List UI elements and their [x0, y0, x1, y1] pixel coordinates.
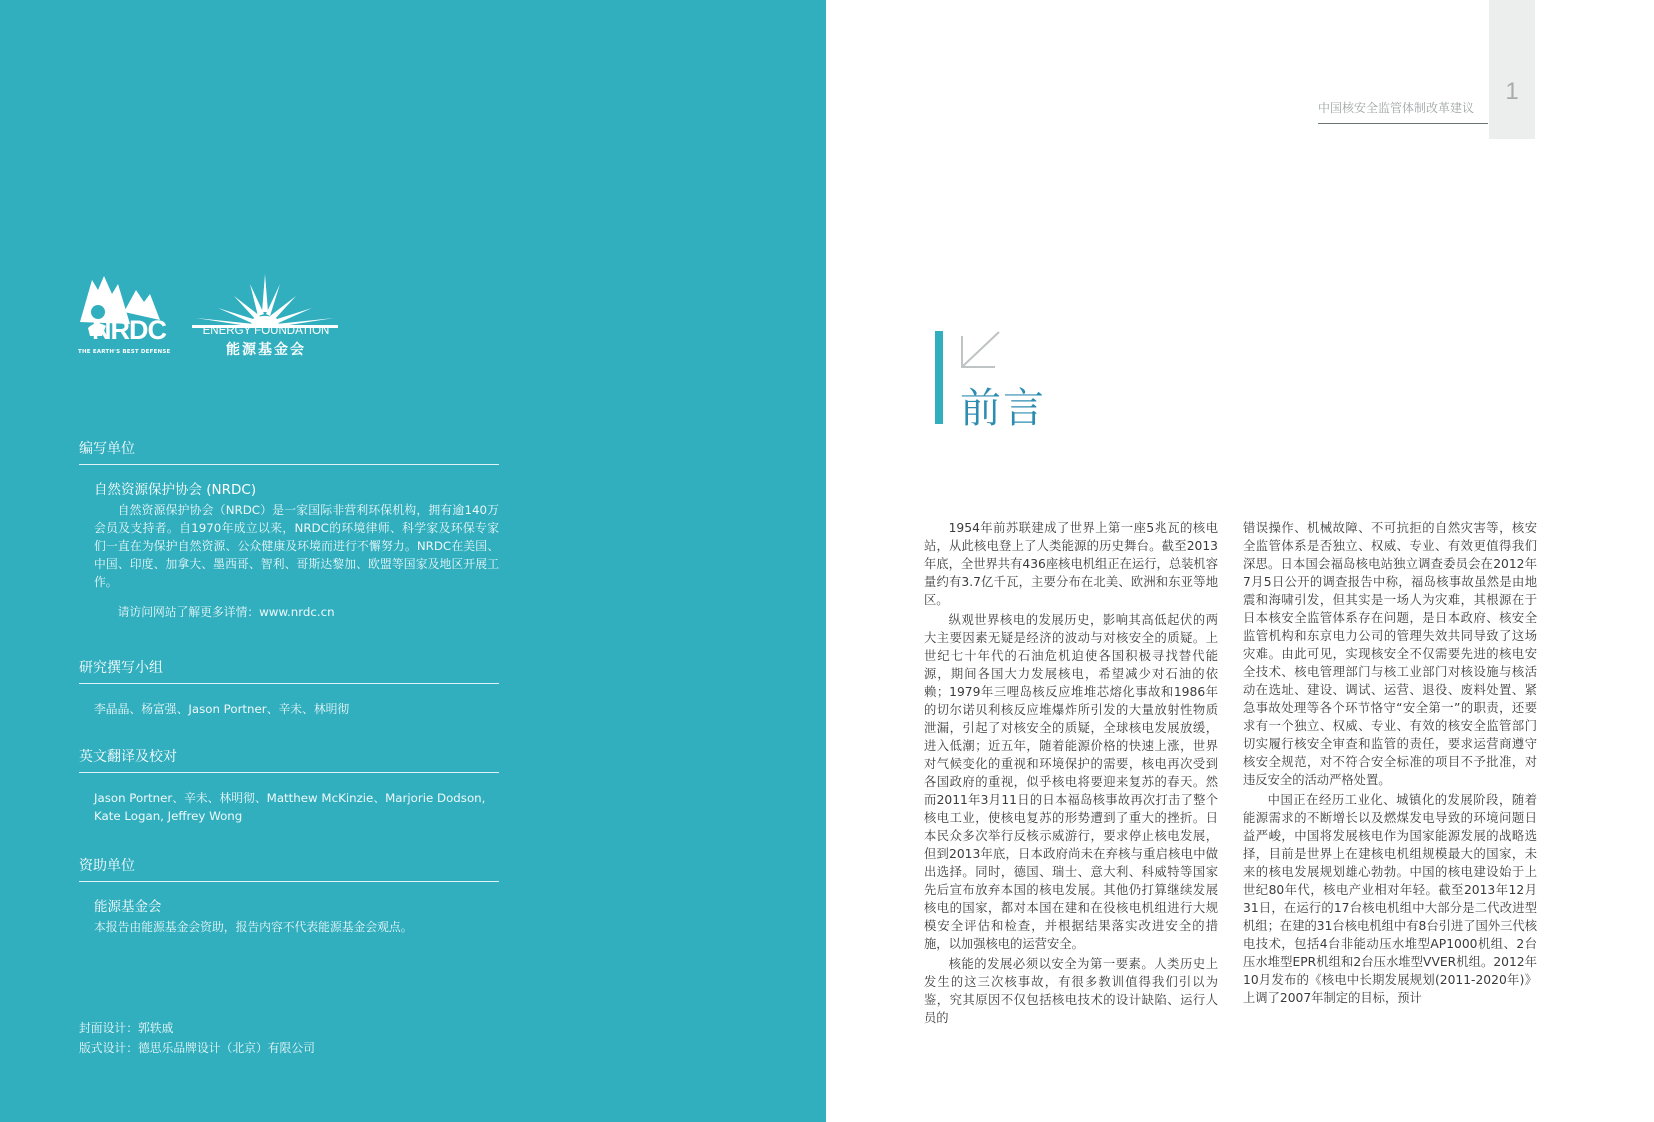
page-number: 1 — [1505, 78, 1519, 105]
energy-foundation-name-en: ENERGY FOUNDATION — [202, 325, 330, 337]
section-heading: 资助单位 — [79, 855, 499, 882]
layout-design-credit: 版式设计：德思乐品牌设计（北京）有限公司 — [79, 1041, 315, 1055]
translation-section — [79, 746, 499, 825]
funder-name: 能源基金会 — [94, 899, 162, 915]
compiler-section — [79, 438, 499, 621]
body-column-left — [924, 519, 1218, 1029]
page-title: 前言 — [960, 384, 1046, 432]
section-heading: 研究撰写小组 — [79, 657, 499, 684]
inside-cover-panel — [0, 0, 826, 1122]
nrdc-wordmark: NRDC — [92, 315, 166, 345]
section-heading: 英文翻译及校对 — [79, 746, 499, 773]
cover-design-credit: 封面设计：郭轶戚 — [79, 1021, 174, 1035]
body-paragraph: 中国正在经历工业化、城镇化的发展阶段，随着能源需求的不断增长以及燃煤发电导致的环境问题日益严峻，中国将发展核电作为国家能源发展的战略选择，目前是世界上在建核电机组规模最大的国家，未来的核电发展规划雄心勃勃。中国的核电建设始于上世纪80年代，核电产业相对年轻。截至2013年12月31日，在运行的17台核电机组中大部分是二代改进型机组；在建的31台核电机组中有8台引进了国外三代核电技术，包括4台非能动压水堆型AP1000机组、2台压水堆型EPR机组和2台压水堆型VVER机组。2012年10月发布的《核电中长期发展规划(2011-2020年)》上调了2007年制定的目标，预计 — [1243, 793, 1538, 1005]
funding-note: 本报告由能源基金会资助，报告内容不代表能源基金会观点。 — [94, 920, 413, 934]
body-paragraph-continued: 错误操作、机械故障、不可抗拒的自然灾害等，核安全监管体系是否独立、权威、专业、有效更值得我们深思。日本国会福岛核电站独立调查委员会在2012年7月5日公开的调查报告中称，福岛核事故虽然是由地震和海啸引发，但其实是一场人为灾难，其根源在于日本核安全监管体系存在问题，是日本政府、核安全监管机构和东京电力公司的管理失效共同导致了这场灾难。由此可见，实现核安全不仅需要先进的核电安全技术、核电管理部门与核工业部门对核设施与核活动在选址、建设、调试、运营、退役、废料处置、紧急事故处理等各个环节恪守“安全第一”的职责，还要求有一个独立、权威、专业、有效的核安全监管部门切实履行核安全审查和监管的责任，要求运营商遵守核安全规范，对不符合安全标准的项目不予批准，对违反安全的活动严格处置。 — [1243, 521, 1537, 787]
arrow-down-left-icon — [959, 330, 1001, 370]
running-header: 中国核安全监管体制改革建议 — [1318, 99, 1488, 124]
research-team-section — [79, 657, 499, 718]
body-column-right — [1243, 519, 1537, 1009]
research-team-members: 李晶晶、杨富强、Jason Portner、辛未、林明彻 — [94, 702, 350, 716]
energy-foundation-starburst-icon — [190, 272, 340, 332]
section-heading: 编写单位 — [79, 438, 499, 465]
title-accent-bar — [935, 331, 943, 424]
body-paragraph: 1954年前苏联建成了世界上第一座5兆瓦的核电站，从此核电登上了人类能源的历史舞台。截至2013年底，全世界共有436座核电机组正在运行，总装机容量约有3.7亿千瓦，主要分布在北美、欧洲和东亚等地区。 — [924, 521, 1219, 607]
page-number-tab — [1489, 0, 1535, 139]
logo-group — [78, 272, 348, 362]
body-paragraph: 核能的发展必须以安全为第一要素。人类历史上发生的这三次核事故，有很多教训值得我们引以为鉴，究其原因不仅包括核电技术的设计缺陷、运行人员的 — [924, 957, 1218, 1025]
body-paragraph: 纵观世界核电的发展历史，影响其高低起伏的两大主要因素无疑是经济的波动与对核安全的质疑。上世纪七十年代的石油危机迫使各国积极寻找替代能源，期间各国大力发展核电，希望减少对石油的依赖；1979年三哩岛核反应堆堆芯熔化事故和1986年的切尔诺贝利核反应堆爆炸所引发的大量放射性物质泄漏，引起了对核安全的质疑，全球核电发展放缓，进入低潮；近五年，随着能源价格的快速上涨，世界对气候变化的重视和环境保护的需要，核电再次受到各国政府的重视，似乎核电将要迎来复苏的春天。然而2011年3月11日的日本福岛核事故再次打击了整个核电工业，使核电复苏的形势遭到了重大的挫折。日本民众多次举行反核示威游行，要求停止核电发展，但到2013年底，日本政府尚未在弃核与重启核电中做出选择。同时，德国、瑞士、意大利、科威特等国家先后宣布放弃本国的核电发展。其他仍打算继续发展核电的国家，都对本国在建和在役核电机组进行大规模安全评估和检查，并根据结果落实改进安全的措施，以加强核电的运营安全。 — [924, 613, 1218, 951]
org-description: 自然资源保护协会（NRDC）是一家国际非营利环保机构，拥有逾140万会员及支持者。自1970年成立以来，NRDC的环境律师、科学家及环保专家们一直在为保护自然资源、公众健康及环境而进行不懈努力。NRDC在美国、中国、印度、加拿大、墨西哥、智利、哥斯达黎加、欧盟等国家及地区开展工作。 — [94, 503, 499, 589]
website-note: 请访问网站了解更多详情：www.nrdc.cn — [117, 605, 335, 619]
funding-section — [79, 855, 499, 936]
energy-foundation-name-cn: 能源基金会 — [226, 342, 306, 358]
nrdc-tagline: THE EARTH'S BEST DEFENSE — [78, 349, 171, 355]
org-name: 自然资源保护协会 (NRDC) — [94, 482, 257, 498]
translation-members: Jason Portner、辛未、林明彻、Matthew McKinzie、Marjorie Dodson, Kate Logan, Jeffrey Wong — [94, 791, 486, 823]
design-credits — [79, 1018, 315, 1058]
